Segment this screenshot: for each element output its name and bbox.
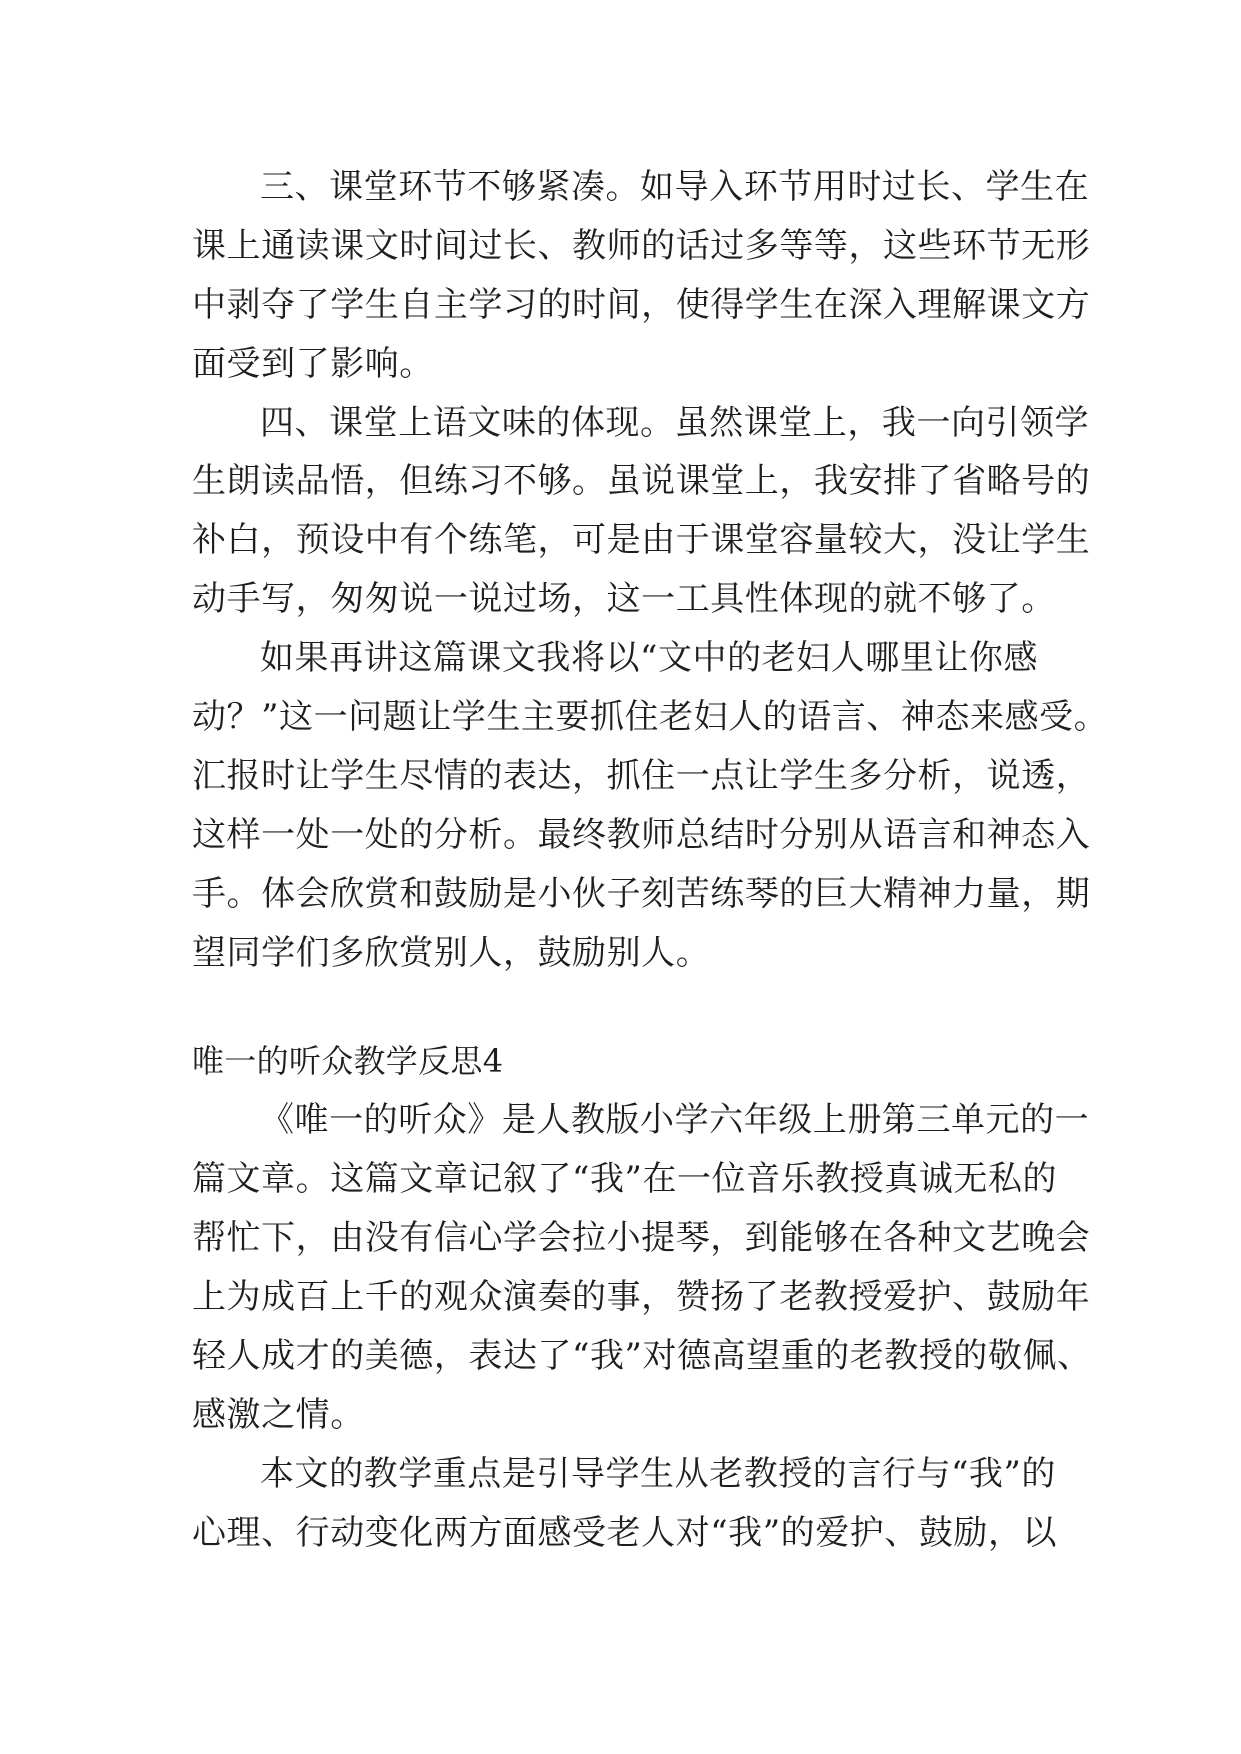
text-line: 篇文章。这篇文章记叙了“我”在一位音乐教授真诚无私的 [192,1159,1058,1200]
text-line: 生朗读品悟，但练习不够。虽说课堂上，我安排了省略号的 [192,461,1091,502]
text-line: 心理、行动变化两方面感受老人对“我”的爱护、鼓励，以 [192,1512,1058,1553]
text-line: 轻人成才的美德，表达了“我”对德高望重的老教授的敬佩、 [192,1335,1092,1376]
text-line: 本文的教学重点是引导学生从老教授的言行与“我”的 [260,1453,1056,1494]
paragraph-chinese-flavor [192,394,1091,630]
text-line: 四、课堂上语文味的体现。虽然课堂上，我一向引领学 [260,402,1090,443]
text-line: 课上通读课文时间过长、教师的话过多等等，这些环节无形 [192,225,1091,266]
text-line: 望同学们多欣赏别人，鼓励别人。 [192,932,711,973]
text-line: 帮忙下，由没有信心学会拉小提琴，到能够在各种文艺晚会 [192,1218,1091,1259]
paragraph-reteach-plan [192,629,1109,982]
text-line: 补白，预设中有个练笔，可是由于课堂容量较大，没让学生 [192,520,1091,561]
text-line: 面受到了影响。 [192,343,434,384]
text-line: 手。体会欣赏和鼓励是小伙子刻苦练琴的巨大精神力量，期 [192,873,1091,914]
text-line: 上为成百上千的观众演奏的事，赞扬了老教授爱护、鼓励年 [192,1277,1091,1318]
document-body [192,158,1109,1562]
text-line: 感激之情。 [192,1394,365,1435]
text-line: 这样一处一处的分析。最终教师总结时分别从语言和神态入 [192,814,1091,855]
text-line: 《唯一的听众》是人教版小学六年级上册第三单元的一 [260,1100,1090,1141]
paragraph-classroom-pacing [192,158,1091,394]
text-line: 如果再讲这篇课文我将以“文中的老妇人哪里让你感 [260,638,1039,679]
section-heading: 唯一的听众教学反思4 [192,1042,504,1081]
text-line: 动？”这一问题让学生主要抓住老妇人的语言、神态来感受。 [192,697,1109,738]
text-line: 动手写，匆匆说一说过场，这一工具性体现的就不够了。 [192,579,1056,620]
text-line: 中剥夺了学生自主学习的时间，使得学生在深入理解课文方 [192,284,1091,325]
paragraph-teaching-focus [192,1445,1058,1563]
text-line: 汇报时让学生尽情的表达，抓住一点让学生多分析，说透， [192,755,1091,796]
text-line: 三、课堂环节不够紧凑。如导入环节用时过长、学生在 [260,167,1090,207]
paragraph-text-summary [192,1091,1092,1444]
